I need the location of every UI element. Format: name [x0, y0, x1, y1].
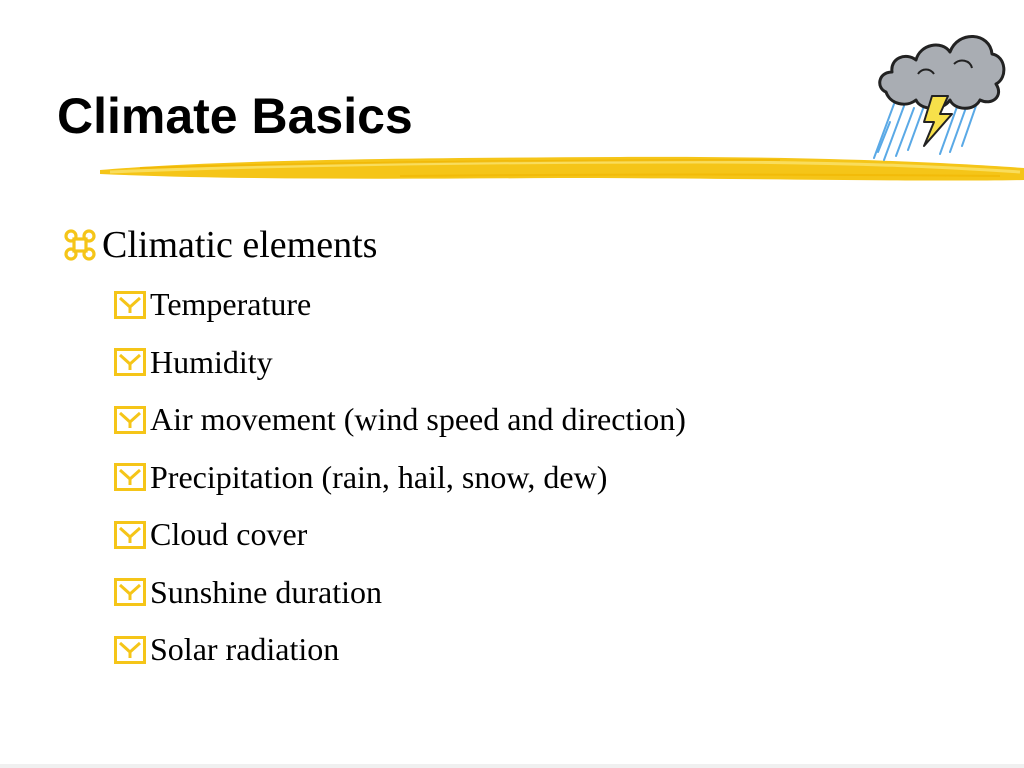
bottom-divider: [0, 764, 1024, 768]
sub-bullet-item: [114, 449, 686, 507]
checkbox-y-icon: [114, 636, 146, 664]
main-bullet: [62, 220, 686, 270]
sub-bullet-item: [114, 621, 686, 679]
sub-bullet-text: Precipitation (rain, hail, snow, dew): [150, 458, 608, 495]
checkbox-y-icon: [114, 578, 146, 606]
sub-bullet-item: [114, 506, 686, 564]
sub-bullet-group: [62, 276, 686, 679]
checkbox-y-icon: [114, 406, 146, 434]
checkbox-y-icon: [114, 348, 146, 376]
slide-title: Climate Basics: [57, 88, 413, 144]
sub-bullet-text: Solar radiation: [150, 631, 340, 668]
checkbox-y-icon: [114, 291, 146, 319]
command-key-icon: [62, 227, 98, 263]
checkbox-y-icon: [114, 463, 146, 491]
sub-bullet-text: Temperature: [150, 286, 312, 323]
main-bullet-text: Climatic elements: [102, 224, 378, 266]
sub-bullet-item: [114, 564, 686, 622]
bullet-list: [62, 220, 686, 679]
sub-bullet-text: Humidity: [150, 343, 273, 380]
sub-bullet-item: [114, 276, 686, 334]
sub-bullet-list: [62, 276, 686, 679]
sub-bullet-text: Sunshine duration: [150, 573, 382, 610]
sub-bullet-text: Cloud cover: [150, 516, 308, 553]
sub-bullet-item: [114, 391, 686, 449]
checkbox-y-icon: [114, 521, 146, 549]
sub-bullet-text: Air movement (wind speed and direction): [150, 401, 686, 438]
sub-bullet-item: [114, 334, 686, 392]
thunderstorm-cloud-icon: [866, 22, 1010, 166]
